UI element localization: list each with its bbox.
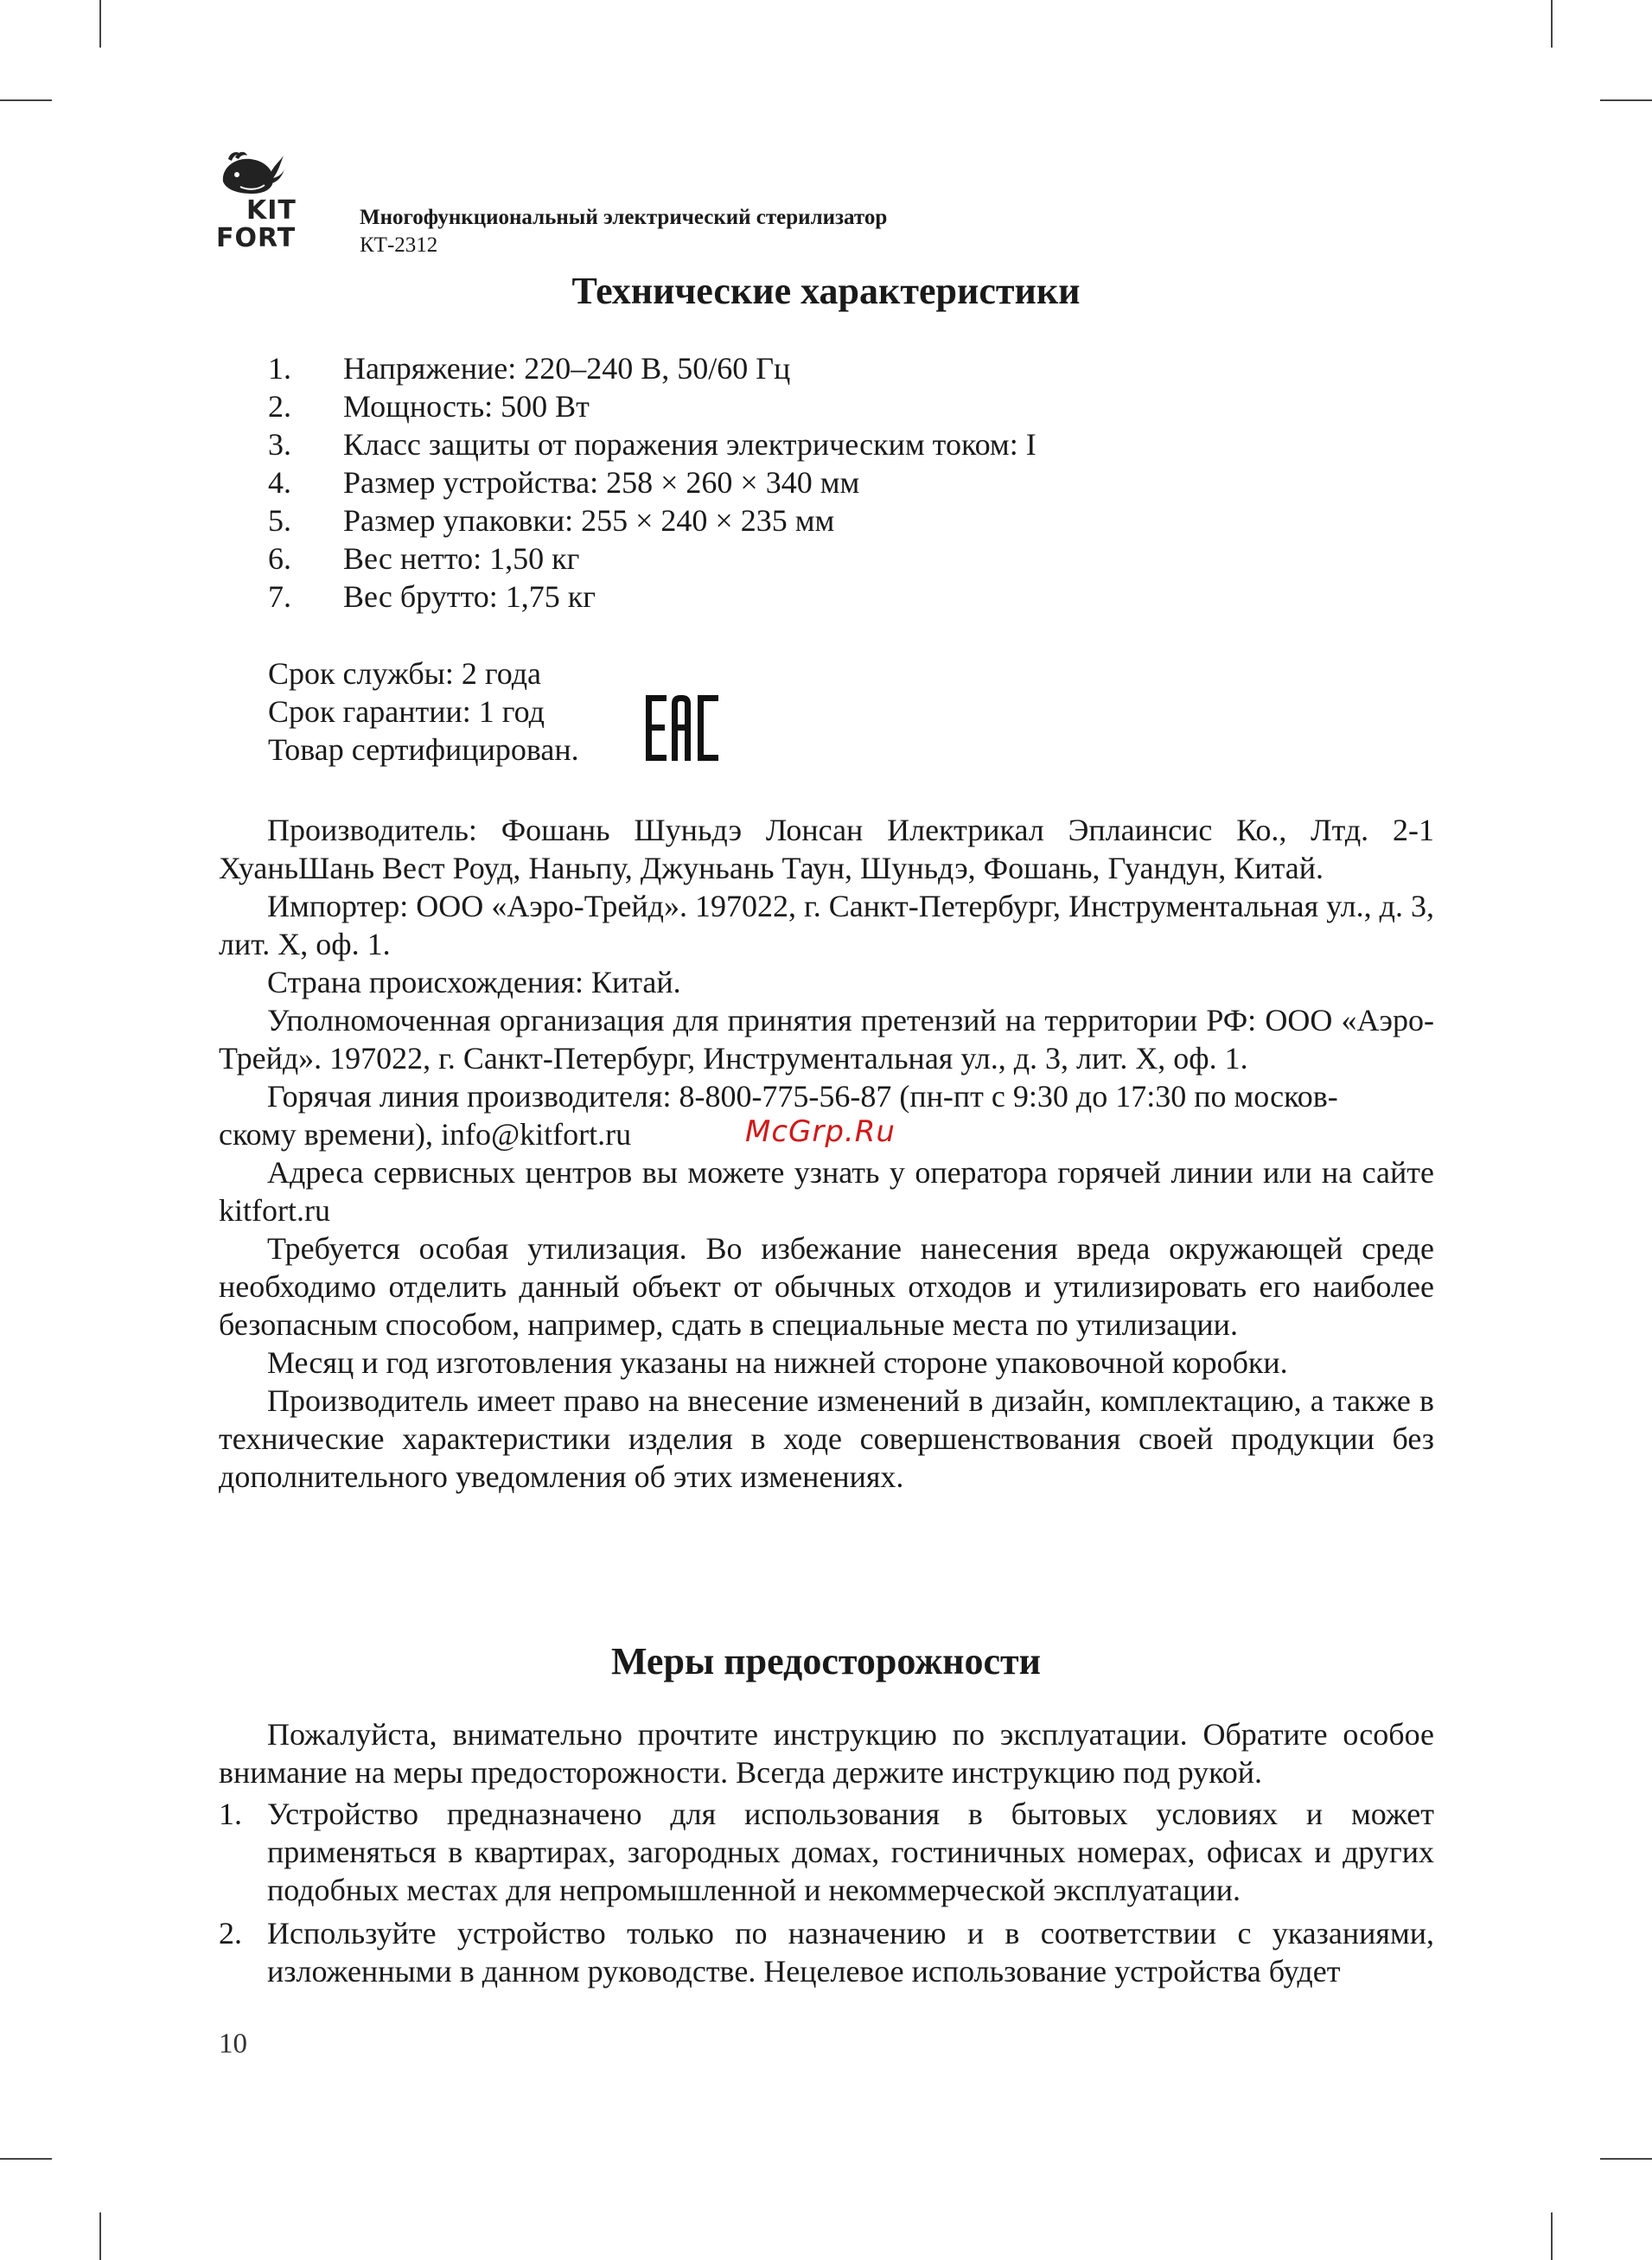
hotline-info: Горячая линия производителя: 8-800-775-56-87 (пн-пт с 9:30 до 17:30 по москов- скому времени), info@kitfort.ru (219, 1079, 1338, 1152)
service-life: Срок службы: 2 года (268, 656, 542, 691)
manufacturer-info: Производитель: Фошань Шуньдэ Лонсан Илектрикал Эплаинсис Ко., Лтд. 2-1 ХуаньШань Вест Роуд, Наньпу, Джуньань Таун, Шуньдэ, Фошань, Гуандун, Китай. (219, 813, 1434, 885)
crop-mark (1600, 99, 1652, 101)
disposal-info: Требуется особая утилизация. Во избежание нанесения вреда окружающей среде необходимо отделить данный объект от обычных отходов и утилизировать его наиболее безопасным способом, например, сдать в специальные места по утилизации. (219, 1231, 1434, 1342)
spec-item: 2. Мощность: 500 Вт (268, 389, 590, 424)
crop-mark (1600, 2158, 1652, 2160)
precaution-item: 1. Устройство предназначено для использования в бытовых условиях и может применяться в квартирах, загородных домах, гостиничных номерах, офисах и других подобных местах для непромышленной и некоммерческой эксплуатации. (219, 1797, 1434, 1907)
page-number: 10 (219, 2028, 247, 2059)
whale-icon (216, 149, 285, 197)
precautions-intro: Пожалуйста, внимательно прочтите инструкцию по эксплуатации. Обратите особое внимание на меры предосторожности. Всегда держите инструкцию под рукой. (219, 1717, 1434, 1790)
origin-info: Страна происхождения: Китай. (267, 965, 681, 999)
crop-mark (1551, 0, 1553, 48)
eac-certification-icon (646, 695, 718, 761)
service-centers-info: Адреса сервисных центров вы можете узнать у оператора горячей линии или на сайте kitfort.ru (219, 1155, 1434, 1228)
precaution-item: 2. Используйте устройство только по назначению и в соответствии с указаниями, изложенными в данном руководстве. Нецелевое использование устройства будет (219, 1916, 1434, 1989)
spec-item: 6. Вес нетто: 1,50 кг (268, 541, 580, 576)
spec-item: 4. Размер устройства: 258 × 260 × 340 мм (268, 465, 860, 500)
brand-logo (216, 149, 337, 252)
brand-wordmark: KIT FORT (216, 195, 297, 253)
spec-list (268, 349, 1036, 616)
crop-mark (99, 0, 101, 48)
spec-item: 3. Класс защиты от поражения электрическим током: I (268, 427, 1036, 462)
crop-mark (0, 2158, 52, 2160)
crop-mark (0, 99, 52, 101)
precautions-list (219, 1795, 1434, 1990)
info-block (219, 811, 1434, 1496)
precautions-heading: Меры предосторожности (610, 1640, 1042, 1682)
spec-item: 7. Вес брутто: 1,75 кг (268, 579, 596, 614)
warranty-period: Срок гарантии: 1 год (268, 694, 545, 729)
precautions-block (219, 1715, 1434, 1990)
spec-item: 1. Напряжение: 220–240 В, 50/60 Гц (268, 351, 791, 386)
importer-info: Импортер: ООО «Аэро-Трейд». 197022, г. Санкт-Петербург, Инструментальная ул., д. 3, лит. Х, оф. 1. (219, 889, 1434, 961)
watermark: McGrp.Ru (745, 1114, 896, 1149)
spec-item: 5. Размер упаковки: 255 × 240 × 235 мм (268, 503, 835, 538)
product-model: КТ-2312 (360, 233, 438, 257)
authorized-org-info: Уполномоченная организация для принятия претензий на территории РФ: ООО «Аэро-Трейд». 197022, г. Санкт-Петербург, Инструментальная ул., д. 3, лит. Х, оф. 1. (219, 1003, 1434, 1076)
crop-mark (99, 2212, 101, 2260)
crop-mark (1551, 2212, 1553, 2260)
manufacture-date-info: Месяц и год изготовления указаны на нижней стороне упаковочной коробки. (267, 1345, 1288, 1380)
specs-heading: Технические характеристики (571, 270, 1081, 312)
rights-info: Производитель имеет право на внесение изменений в дизайн, комплектацию, а также в технические характеристики изделия в ходе совершенствования своей продукции без дополнительного уведомления об этих изменениях. (219, 1383, 1434, 1494)
certified-note: Товар сертифицирован. (268, 732, 579, 767)
service-info (268, 654, 579, 769)
product-title: Многофункциональный электрический стерилизатор (360, 206, 888, 229)
